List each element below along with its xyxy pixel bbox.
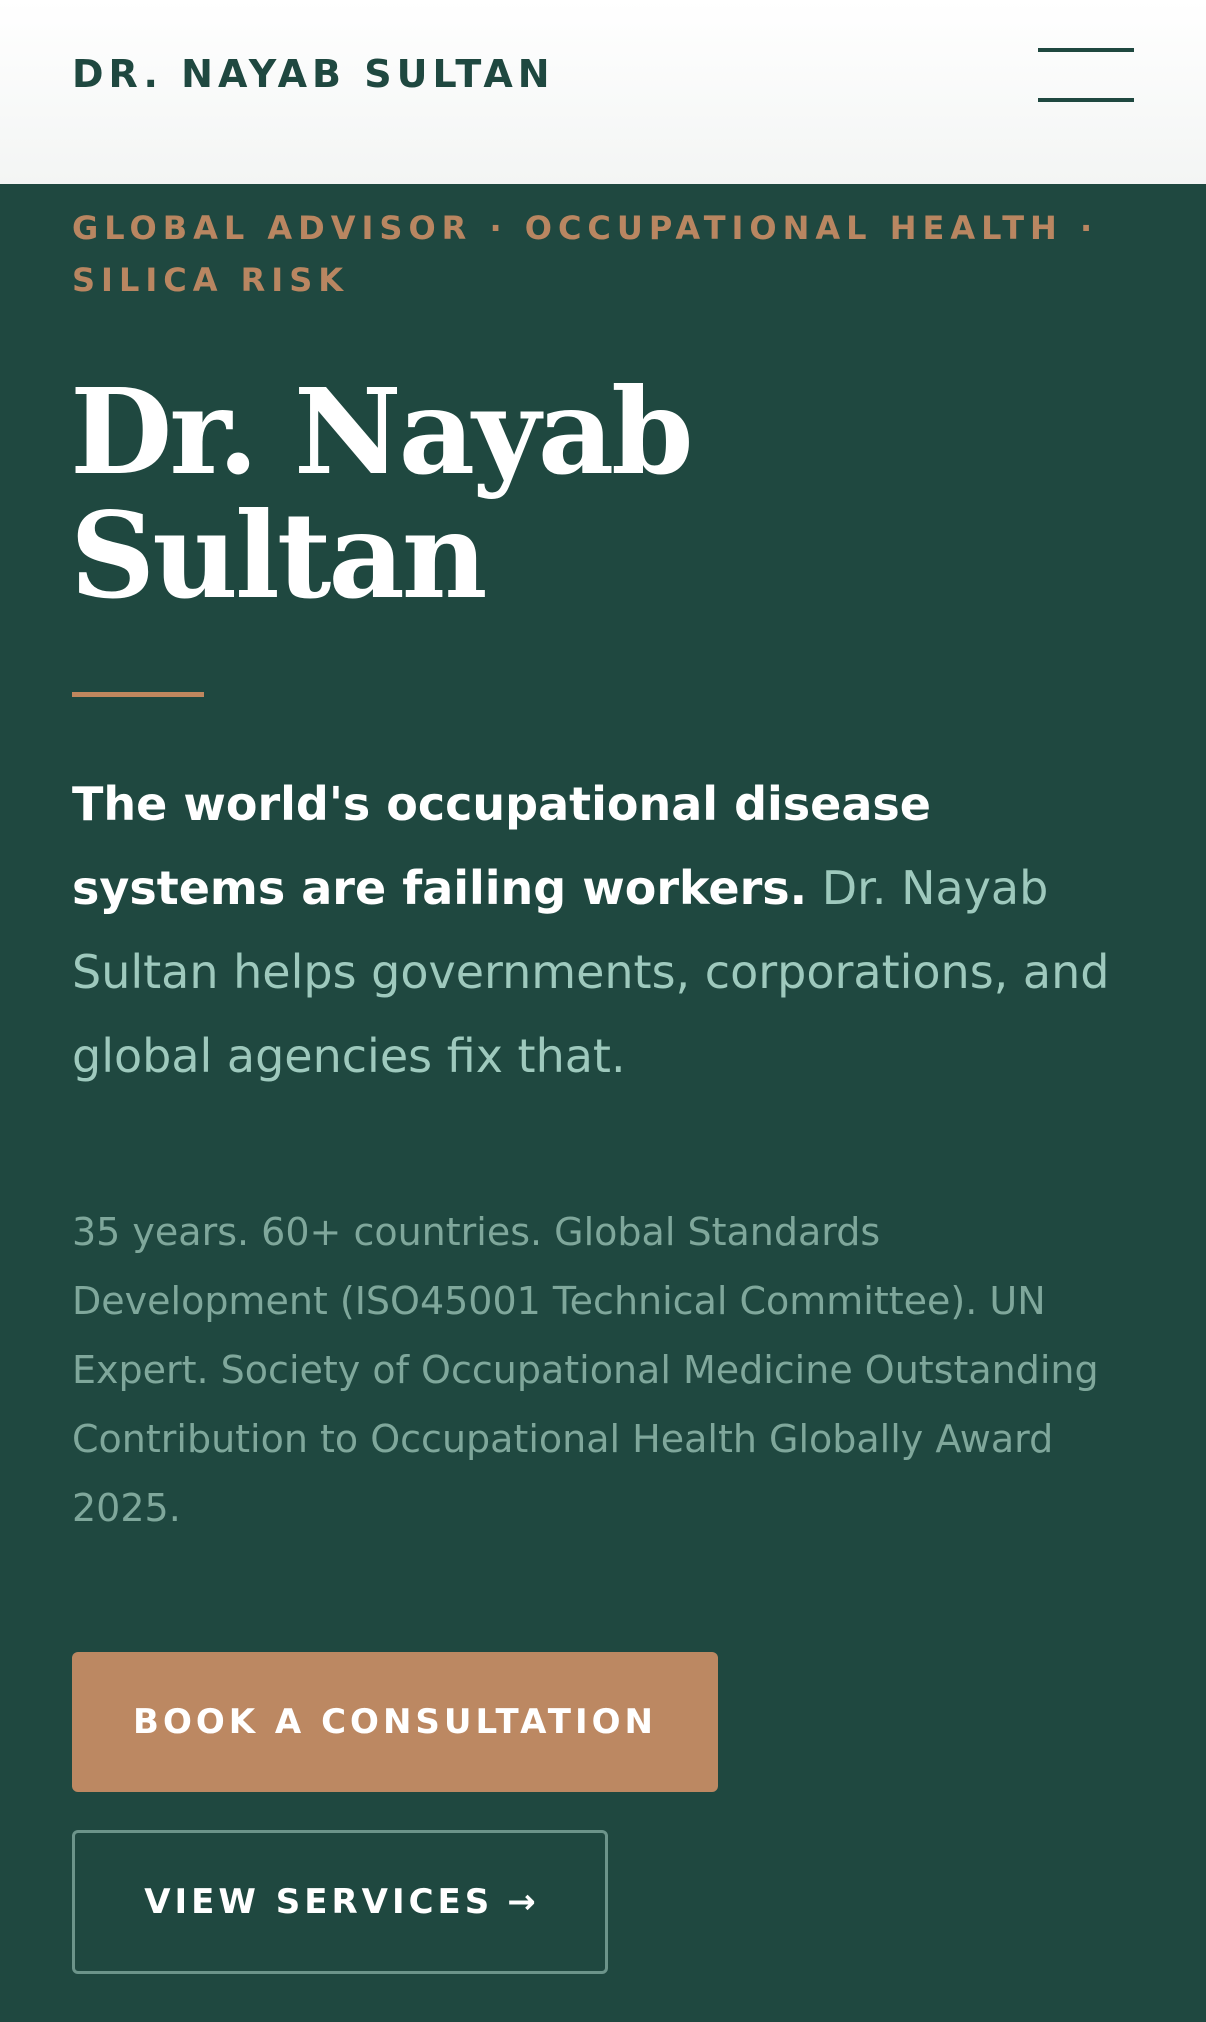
view-services-button[interactable]	[72, 1830, 608, 1974]
accent-divider	[72, 692, 204, 697]
hero-eyebrow: GLOBAL ADVISOR · OCCUPATIONAL HEALTH · SILICA RISK	[72, 209, 1099, 299]
book-consultation-label: BOOK A CONSULTATION	[133, 1702, 657, 1742]
menu-line-top	[1038, 48, 1134, 52]
hero-title-line1: Dr. Nayab	[70, 362, 691, 501]
book-consultation-button[interactable]	[72, 1652, 718, 1792]
hero-title-line2: Sultan	[70, 486, 485, 625]
view-services-label: VIEW SERVICES	[144, 1882, 494, 1922]
brand-logo-text[interactable]: DR. NAYAB SULTAN	[72, 52, 555, 96]
arrow-right-icon: →	[507, 1882, 536, 1922]
hero-title	[70, 362, 870, 625]
menu-line-bottom	[1038, 98, 1134, 102]
hero-credentials: 35 years. 60+ countries. Global Standards Development (ISO45001 Technical Committee). UN Expert. Society of Occupational Medicine Outstanding Contribution to Occupational Health Globally Award 2025.	[72, 1210, 1099, 1530]
hero-lead	[72, 762, 1132, 1098]
hero-lead-strong: The world's occupational disease systems are failing workers.	[72, 777, 931, 915]
hero-lead-rest: Dr. Nayab Sultan helps governments, corporations, and global agencies fix that.	[72, 861, 1110, 1083]
hamburger-menu-icon[interactable]	[1036, 44, 1136, 110]
site-header	[0, 0, 1206, 184]
